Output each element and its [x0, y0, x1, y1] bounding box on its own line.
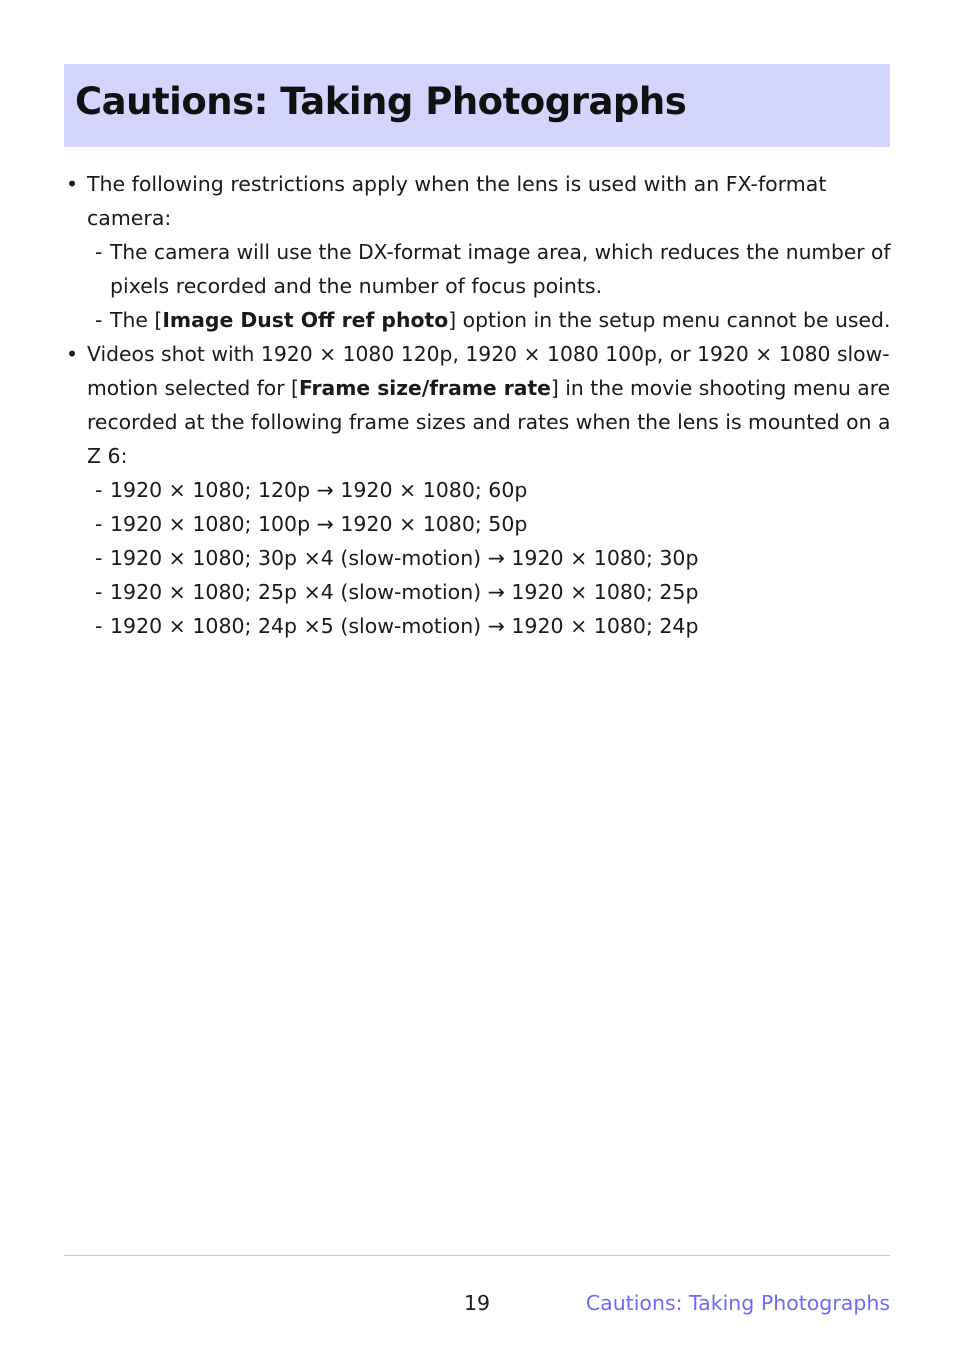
bullet-icon: •	[66, 172, 79, 196]
sub-list-item-text: 1920 × 1080; 120p → 1920 × 1080; 60p	[110, 478, 528, 502]
page-number: 19	[463, 1291, 491, 1315]
text-segment: motion selected for [	[87, 376, 299, 400]
sub-list-item	[64, 303, 890, 337]
text-segment: ] option in the setup menu cannot be used.	[448, 308, 891, 332]
dash-icon: -	[95, 546, 103, 570]
sub-list-item-text: The camera will use the DX-format image area, which reduces the number of	[110, 240, 891, 264]
sub-list-item	[64, 609, 890, 643]
sub-list-item	[64, 473, 890, 507]
page-title-band	[64, 64, 890, 147]
text-segment: The [	[110, 308, 163, 332]
list-item-text: The following restrictions apply when the lens is used with an FX-format	[87, 172, 827, 196]
sub-list-item-text: 1920 × 1080; 24p ×5 (slow-motion) → 1920 × 1080; 24p	[110, 614, 699, 638]
list-item	[64, 337, 890, 473]
dash-icon: -	[95, 580, 103, 604]
dash-icon: -	[95, 478, 103, 502]
sub-list-item-text: pixels recorded and the number of focus points.	[110, 274, 603, 298]
sub-list-item	[64, 235, 890, 303]
sub-list-item-text: 1920 × 1080; 100p → 1920 × 1080; 50p	[110, 512, 528, 536]
list-item-text: Videos shot with 1920 × 1080 120p, 1920 × 1080 100p, or 1920 × 1080 slow-	[87, 342, 890, 366]
sub-list-item-text: 1920 × 1080; 25p ×4 (slow-motion) → 1920 × 1080; 25p	[110, 580, 699, 604]
list-item-text: Z 6:	[87, 444, 128, 468]
dash-icon: -	[95, 308, 103, 332]
sub-list-item	[64, 575, 890, 609]
menu-item-name: Frame size/frame rate	[298, 376, 551, 400]
sub-list-item	[64, 507, 890, 541]
dash-icon: -	[95, 240, 103, 264]
list-item	[64, 167, 890, 235]
sub-list-item-text	[110, 303, 891, 337]
list-item-text	[87, 371, 891, 405]
page-title: Cautions: Taking Photographs	[75, 80, 687, 123]
list-item-text: camera:	[87, 206, 172, 230]
list-item-text: recorded at the following frame sizes and rates when the lens is mounted on a	[87, 410, 891, 434]
dash-icon: -	[95, 614, 103, 638]
bullet-icon: •	[66, 342, 79, 366]
footer-divider	[64, 1255, 890, 1256]
menu-item-name: Image Dust Off ref photo	[162, 308, 449, 332]
page-content	[64, 167, 890, 643]
dash-icon: -	[95, 512, 103, 536]
section-title-link[interactable]: Cautions: Taking Photographs	[585, 1291, 890, 1315]
sub-list-item	[64, 541, 890, 575]
text-segment: ] in the movie shooting menu are	[550, 376, 891, 400]
sub-list-item-text: 1920 × 1080; 30p ×4 (slow-motion) → 1920 × 1080; 30p	[110, 546, 699, 570]
